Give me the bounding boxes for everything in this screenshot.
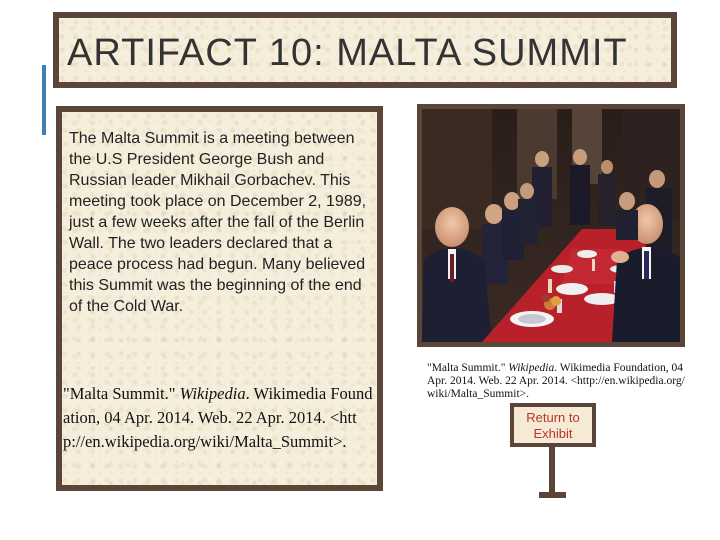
citation-left-post: . Wikimedia Foundation, 04 Apr. 2014. Web. 22 Apr. 2014. <http://en.wikipedia.org/wiki/Malta_Summit>. (63, 384, 373, 451)
sign-post-base (539, 492, 566, 498)
summit-photo-image (422, 109, 680, 342)
citation-right-post: . Wikimedia Foundation, 04 Apr. 2014. Web. 22 Apr. 2014. <http://en.wikipedia.org/wiki/Malta_Summit>. (427, 362, 685, 400)
accent-bar (42, 65, 46, 135)
citation-left-source: Wikipedia (179, 384, 246, 403)
photo-frame (417, 104, 685, 347)
description-box (56, 106, 383, 491)
return-to-exhibit-button[interactable] (510, 403, 596, 447)
citation-right-pre: "Malta Summit." (427, 362, 509, 374)
title-box (53, 12, 677, 88)
slide-title: ARTIFACT 10: MALTA SUMMIT (67, 32, 628, 74)
citation-left (63, 382, 373, 454)
return-button-line2: Exhibit (533, 426, 573, 441)
citation-right (427, 362, 689, 401)
description-text: The Malta Summit is a meeting between the U.S President George Bush and Russian leader Mikhail Gorbachev. This meeting took place on December 2, 1989, just a few weeks after the fall of the Berlin Wall. The two leaders declared that a peace process had begun. Many believed this Summit was the beginning of the end of the Cold War. (69, 130, 367, 315)
summit-photo (422, 109, 680, 342)
citation-right-source: Wikipedia (508, 362, 555, 374)
sign-post (549, 447, 555, 494)
return-button-line1: Return to (526, 410, 580, 425)
citation-left-pre: "Malta Summit." (63, 384, 180, 403)
